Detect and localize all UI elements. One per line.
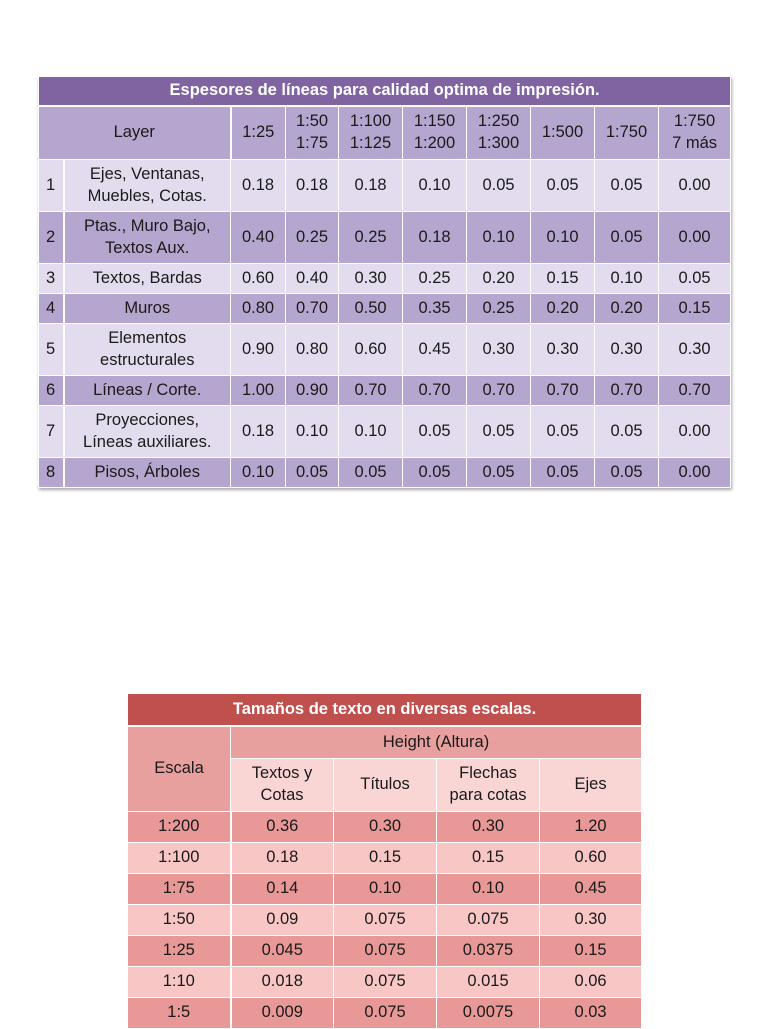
thickness-cell: 0.05 (403, 458, 467, 488)
thickness-cell: 0.05 (467, 458, 531, 488)
thickness-cell: 0.05 (659, 264, 731, 294)
text-table-title: Tamaños de texto en diversas escalas. (128, 694, 642, 727)
thickness-cell: 0.10 (286, 406, 339, 458)
thickness-cell: 0.25 (403, 264, 467, 294)
thickness-cell: 0.05 (595, 406, 659, 458)
thickness-cell: 0.30 (467, 324, 531, 376)
table-row (128, 936, 642, 967)
height-cell: 0.075 (334, 998, 437, 1029)
thickness-cell: 0.00 (659, 160, 731, 212)
table-row (39, 376, 731, 406)
escala-header: Escala (128, 726, 231, 812)
height-cell: 0.10 (437, 874, 540, 905)
column-header: Ejes (540, 759, 642, 812)
table-row (39, 324, 731, 376)
layer-name: Proyecciones, Líneas auxiliares. (64, 406, 231, 458)
thickness-cell: 0.05 (595, 160, 659, 212)
thickness-cell: 0.18 (231, 160, 286, 212)
scale-header: 1:500 (531, 106, 595, 160)
thickness-cell: 0.60 (339, 324, 403, 376)
thickness-cell: 0.10 (403, 160, 467, 212)
scale-header: 1:750 (595, 106, 659, 160)
height-cell: 0.14 (231, 874, 334, 905)
thickness-cell: 0.05 (403, 406, 467, 458)
height-cell: 0.075 (437, 905, 540, 936)
thickness-cell: 0.70 (595, 376, 659, 406)
layer-index: 2 (39, 212, 64, 264)
height-cell: 0.18 (231, 843, 334, 874)
layer-index: 3 (39, 264, 64, 294)
layer-index: 4 (39, 294, 64, 324)
scale-cell: 1:200 (128, 812, 231, 843)
height-cell: 0.03 (540, 998, 642, 1029)
layer-index: 6 (39, 376, 64, 406)
layer-header: Layer (39, 106, 231, 160)
layer-index: 1 (39, 160, 64, 212)
thickness-cell: 0.60 (231, 264, 286, 294)
layer-name: Pisos, Árboles (64, 458, 231, 488)
table-row (39, 406, 731, 458)
height-cell: 0.075 (334, 967, 437, 998)
thickness-cell: 0.30 (531, 324, 595, 376)
thickness-cell: 0.25 (339, 212, 403, 264)
thickness-cell: 1.00 (231, 376, 286, 406)
height-cell: 0.60 (540, 843, 642, 874)
thickness-cell: 0.70 (403, 376, 467, 406)
thickness-cell: 0.20 (467, 264, 531, 294)
height-cell: 0.009 (231, 998, 334, 1029)
thickness-cell: 0.50 (339, 294, 403, 324)
layer-name: Textos, Bardas (64, 264, 231, 294)
thickness-cell: 0.00 (659, 458, 731, 488)
thickness-cell: 0.80 (231, 294, 286, 324)
column-header: Textos y Cotas (231, 759, 334, 812)
thickness-cell: 0.10 (339, 406, 403, 458)
thickness-cell: 0.25 (467, 294, 531, 324)
layer-index: 7 (39, 406, 64, 458)
thickness-cell: 0.20 (595, 294, 659, 324)
thickness-cell: 0.20 (531, 294, 595, 324)
scale-header: 1:150 1:200 (403, 106, 467, 160)
thickness-cell: 0.70 (467, 376, 531, 406)
thickness-cell: 0.70 (531, 376, 595, 406)
height-cell: 0.09 (231, 905, 334, 936)
table-row (39, 212, 731, 264)
scale-cell: 1:75 (128, 874, 231, 905)
scale-header: 1:250 1:300 (467, 106, 531, 160)
thickness-cell: 0.05 (339, 458, 403, 488)
thickness-cell: 0.05 (531, 458, 595, 488)
height-cell: 0.30 (334, 812, 437, 843)
thickness-cell: 0.05 (467, 406, 531, 458)
thickness-cell: 0.90 (231, 324, 286, 376)
thickness-cell: 0.30 (339, 264, 403, 294)
scale-cell: 1:100 (128, 843, 231, 874)
thickness-cell: 0.70 (659, 376, 731, 406)
line-table-title: Espesores de líneas para calidad optima de impresión. (39, 77, 731, 107)
layer-index: 8 (39, 458, 64, 488)
table-row (128, 874, 642, 905)
thickness-cell: 0.00 (659, 212, 731, 264)
height-header: Height (Altura) (231, 726, 642, 759)
thickness-cell: 0.05 (467, 160, 531, 212)
thickness-cell: 0.40 (286, 264, 339, 294)
line-thickness-table (38, 76, 731, 488)
thickness-cell: 0.18 (231, 406, 286, 458)
column-header: Títulos (334, 759, 437, 812)
scale-cell: 1:50 (128, 905, 231, 936)
thickness-cell: 0.18 (403, 212, 467, 264)
table-row (39, 294, 731, 324)
table-row (128, 812, 642, 843)
table-row (128, 843, 642, 874)
thickness-cell: 0.00 (659, 406, 731, 458)
scale-header: 1:750 7 más (659, 106, 731, 160)
scale-cell: 1:25 (128, 936, 231, 967)
height-cell: 0.15 (334, 843, 437, 874)
thickness-cell: 0.40 (231, 212, 286, 264)
thickness-cell: 0.15 (531, 264, 595, 294)
height-cell: 0.06 (540, 967, 642, 998)
height-cell: 0.0375 (437, 936, 540, 967)
thickness-cell: 0.70 (339, 376, 403, 406)
scale-header: 1:25 (231, 106, 286, 160)
thickness-cell: 0.70 (286, 294, 339, 324)
table-row (128, 905, 642, 936)
height-cell: 0.30 (437, 812, 540, 843)
height-cell: 0.075 (334, 905, 437, 936)
height-cell: 0.36 (231, 812, 334, 843)
height-cell: 0.30 (540, 905, 642, 936)
table-row (39, 264, 731, 294)
height-cell: 0.15 (540, 936, 642, 967)
line-table-header-row (39, 106, 731, 160)
thickness-cell: 0.18 (339, 160, 403, 212)
thickness-cell: 0.10 (595, 264, 659, 294)
height-cell: 0.018 (231, 967, 334, 998)
thickness-cell: 0.05 (531, 160, 595, 212)
thickness-cell: 0.35 (403, 294, 467, 324)
text-size-table (127, 693, 642, 1029)
layer-name: Ejes, Ventanas, Muebles, Cotas. (64, 160, 231, 212)
height-cell: 1.20 (540, 812, 642, 843)
layer-name: Muros (64, 294, 231, 324)
thickness-cell: 0.15 (659, 294, 731, 324)
scale-cell: 1:10 (128, 967, 231, 998)
height-cell: 0.015 (437, 967, 540, 998)
thickness-cell: 0.05 (286, 458, 339, 488)
thickness-cell: 0.45 (403, 324, 467, 376)
table-row (128, 967, 642, 998)
scale-header: 1:100 1:125 (339, 106, 403, 160)
height-cell: 0.0075 (437, 998, 540, 1029)
thickness-cell: 0.30 (595, 324, 659, 376)
height-cell: 0.10 (334, 874, 437, 905)
layer-name: Elementos estructurales (64, 324, 231, 376)
table-row (39, 458, 731, 488)
scale-cell: 1:5 (128, 998, 231, 1029)
height-cell: 0.075 (334, 936, 437, 967)
thickness-cell: 0.25 (286, 212, 339, 264)
thickness-cell: 0.05 (531, 406, 595, 458)
table-row (39, 160, 731, 212)
thickness-cell: 0.80 (286, 324, 339, 376)
layer-index: 5 (39, 324, 64, 376)
line-table-body (39, 160, 731, 488)
height-cell: 0.045 (231, 936, 334, 967)
layer-name: Ptas., Muro Bajo, Textos Aux. (64, 212, 231, 264)
thickness-cell: 0.30 (659, 324, 731, 376)
layer-name: Líneas / Corte. (64, 376, 231, 406)
height-cell: 0.45 (540, 874, 642, 905)
thickness-cell: 0.10 (531, 212, 595, 264)
thickness-cell: 0.10 (467, 212, 531, 264)
height-cell: 0.15 (437, 843, 540, 874)
thickness-cell: 0.05 (595, 212, 659, 264)
text-table-body (128, 812, 642, 1029)
column-header: Flechas para cotas (437, 759, 540, 812)
thickness-cell: 0.10 (231, 458, 286, 488)
thickness-cell: 0.18 (286, 160, 339, 212)
thickness-cell: 0.90 (286, 376, 339, 406)
scale-header: 1:50 1:75 (286, 106, 339, 160)
thickness-cell: 0.05 (595, 458, 659, 488)
